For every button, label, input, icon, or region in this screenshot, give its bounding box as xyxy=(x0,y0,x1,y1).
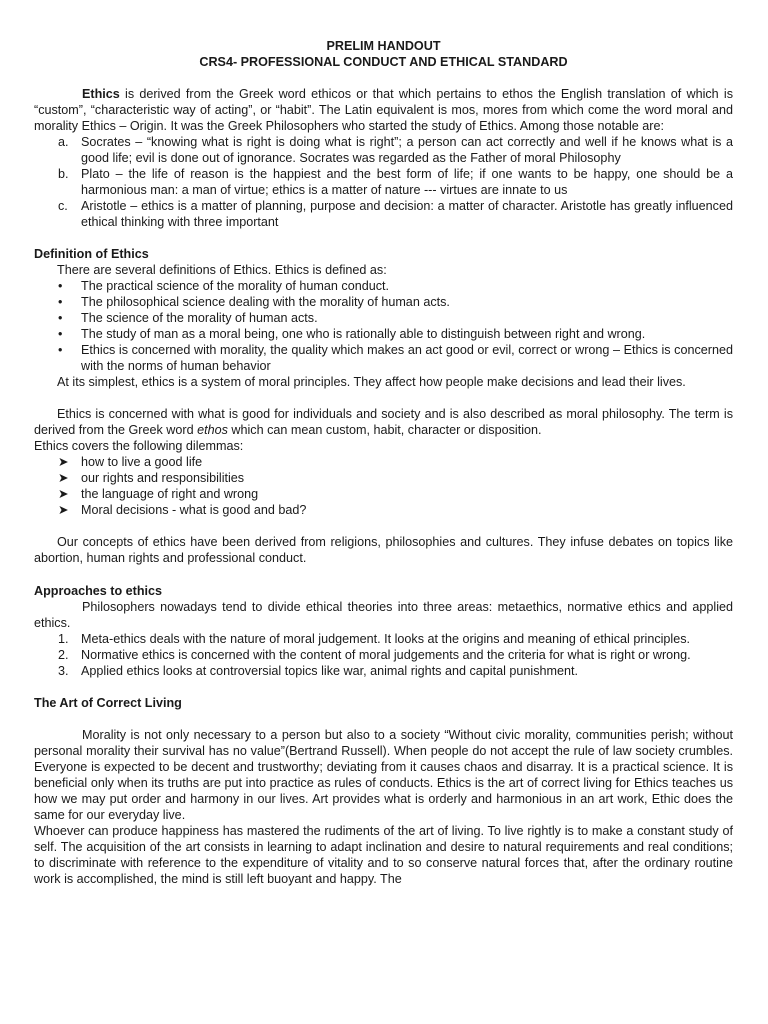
list-item xyxy=(34,502,733,518)
bullet-icon: • xyxy=(58,279,63,293)
handout-title: PRELIM HANDOUT xyxy=(326,39,441,53)
ethos-text-a: Ethics is concerned with what is good for individuals and society and is also described as moral philosophy. The term is derived from the Greek word xyxy=(34,407,733,437)
bullet-icon: • xyxy=(58,311,63,325)
list-marker: b. xyxy=(58,167,69,181)
list-item-text: Moral decisions - what is good and bad? xyxy=(81,503,307,517)
section-heading-art: The Art of Correct Living xyxy=(34,696,182,710)
list-item xyxy=(34,470,733,486)
list-item-text: Socrates – “knowing what is right is doing what is right”; a person can act correctly and well if he knows what is a good life; evil is done out of ignorance. Socrates was regarded as the Father of moral Philosophy xyxy=(81,135,733,165)
list-item-text: Applied ethics looks at controversial topics like war, animal rights and capital punishment. xyxy=(81,664,579,678)
list-marker: a. xyxy=(58,135,69,149)
art-paragraph-2: Whoever can produce happiness has mastered the rudiments of the art of living. To live rightly is to make a constant study of self. The acquisition of the art consists in learning to adapt inclination and desire to natural requirements and real conditions; to discriminate with reference to the expenditure of vitality and to so conserve natural forces that, after the ordinary routine work is accomplished, the mind is still left buoyant and happy. The xyxy=(34,824,733,886)
bullet-icon: • xyxy=(58,327,63,341)
list-item xyxy=(34,326,733,342)
definition-intro: There are several definitions of Ethics. Ethics is defined as: xyxy=(57,263,387,277)
list-marker: 1. xyxy=(58,632,69,646)
list-item xyxy=(34,294,733,310)
art-paragraph-1: Morality is not only necessary to a person but also to a society “Without civic morality, communities perish; without personal morality their survival has no value”(Bertrand Russell). When people do not accept the rule of law society crumbles. Everyone is expected to be decent and trustworthy; deviating from it causes chaos and disarray. It is a practical science. It is beneficial only when its truths are put into practice as rules of conducts. Ethics is the art of correct living for Ethics teaches us how we may put order and harmony in our lives. Art provides what is orderly and harmonious in an art work, Ethic does the same for our everyday live. xyxy=(34,728,733,822)
list-item xyxy=(34,310,733,326)
list-item-text: Ethics is concerned with morality, the quality which makes an act good or evil, correct or wrong – Ethics is concerned with the norms of human behavior xyxy=(81,343,733,373)
list-marker: 2. xyxy=(58,648,69,662)
list-item xyxy=(34,342,733,374)
intro-paragraph xyxy=(34,86,733,134)
arrow-bullet-icon: ➤ xyxy=(58,487,69,501)
course-title: CRS4- PROFESSIONAL CONDUCT AND ETHICAL STANDARD xyxy=(199,55,568,69)
dilemmas-list xyxy=(34,454,733,518)
section-heading-approaches: Approaches to ethics xyxy=(34,584,163,598)
list-item-text: the language of right and wrong xyxy=(81,487,259,501)
list-marker: 3. xyxy=(58,664,69,678)
list-item xyxy=(34,278,733,294)
list-item-text: The study of man as a moral being, one who is rationally able to distinguish between right and wrong. xyxy=(81,327,646,341)
approaches-intro: Philosophers nowadays tend to divide ethical theories into three areas: metaethics, normative ethics and applied ethics. xyxy=(34,600,733,630)
philosophers-list xyxy=(34,134,733,230)
concepts-paragraph: Our concepts of ethics have been derived from religions, philosophies and cultures. They infuse debates on topics like abortion, human rights and professional conduct. xyxy=(34,535,733,565)
list-item-text: Meta-ethics deals with the nature of moral judgement. It looks at the origins and meaning of ethical principles. xyxy=(81,632,691,646)
ethos-paragraph xyxy=(34,406,733,438)
list-item xyxy=(34,647,733,663)
list-item-text: how to live a good life xyxy=(81,455,203,469)
list-item xyxy=(34,134,733,166)
simplest-paragraph: At its simplest, ethics is a system of moral principles. They affect how people make decisions and lead their lives. xyxy=(57,375,686,389)
list-item xyxy=(34,663,733,679)
bullet-icon: • xyxy=(58,343,63,357)
list-item-text: Aristotle – ethics is a matter of planning, purpose and decision: a matter of character. Aristotle has greatly influenced ethical thinking with three important xyxy=(81,199,733,229)
definitions-list xyxy=(34,278,733,374)
bullet-icon: • xyxy=(58,295,63,309)
list-item-text: The practical science of the morality of human conduct. xyxy=(81,279,389,293)
list-item xyxy=(34,486,733,502)
intro-text: is derived from the Greek word ethicos or that which pertains to ethos the English translation of which is “custom”, “characteristic way of acting”, or “habit”. The Latin equivalent is mos, mores from which come the word moral and morality Ethics – Origin. It was the Greek Philosophers who started the study of Ethics. Among those notable are: xyxy=(34,87,733,133)
approaches-list xyxy=(34,631,733,679)
arrow-bullet-icon: ➤ xyxy=(58,503,69,517)
list-item xyxy=(34,198,733,230)
ethics-term: Ethics xyxy=(82,87,120,101)
list-item-text: The science of the morality of human acts. xyxy=(81,311,318,325)
list-item xyxy=(34,454,733,470)
ethos-text-b: which can mean custom, habit, character or disposition. xyxy=(227,423,542,437)
list-item-text: Normative ethics is concerned with the content of moral judgements and the criteria for what is right or wrong. xyxy=(81,648,691,662)
dilemmas-intro: Ethics covers the following dilemmas: xyxy=(34,439,244,453)
section-heading-definition: Definition of Ethics xyxy=(34,247,149,261)
arrow-bullet-icon: ➤ xyxy=(58,471,69,485)
list-item-text: Plato – the life of reason is the happiest and the best form of life; if one wants to be happy, one should be a harmonious man: a man of virtue; ethics is a matter of nature --- virtues are innate to us xyxy=(81,167,733,197)
list-item xyxy=(34,631,733,647)
arrow-bullet-icon: ➤ xyxy=(58,455,69,469)
ethos-term: ethos xyxy=(197,423,228,437)
list-marker: c. xyxy=(58,199,68,213)
list-item-text: our rights and responsibilities xyxy=(81,471,245,485)
list-item-text: The philosophical science dealing with the morality of human acts. xyxy=(81,295,450,309)
list-item xyxy=(34,166,733,198)
